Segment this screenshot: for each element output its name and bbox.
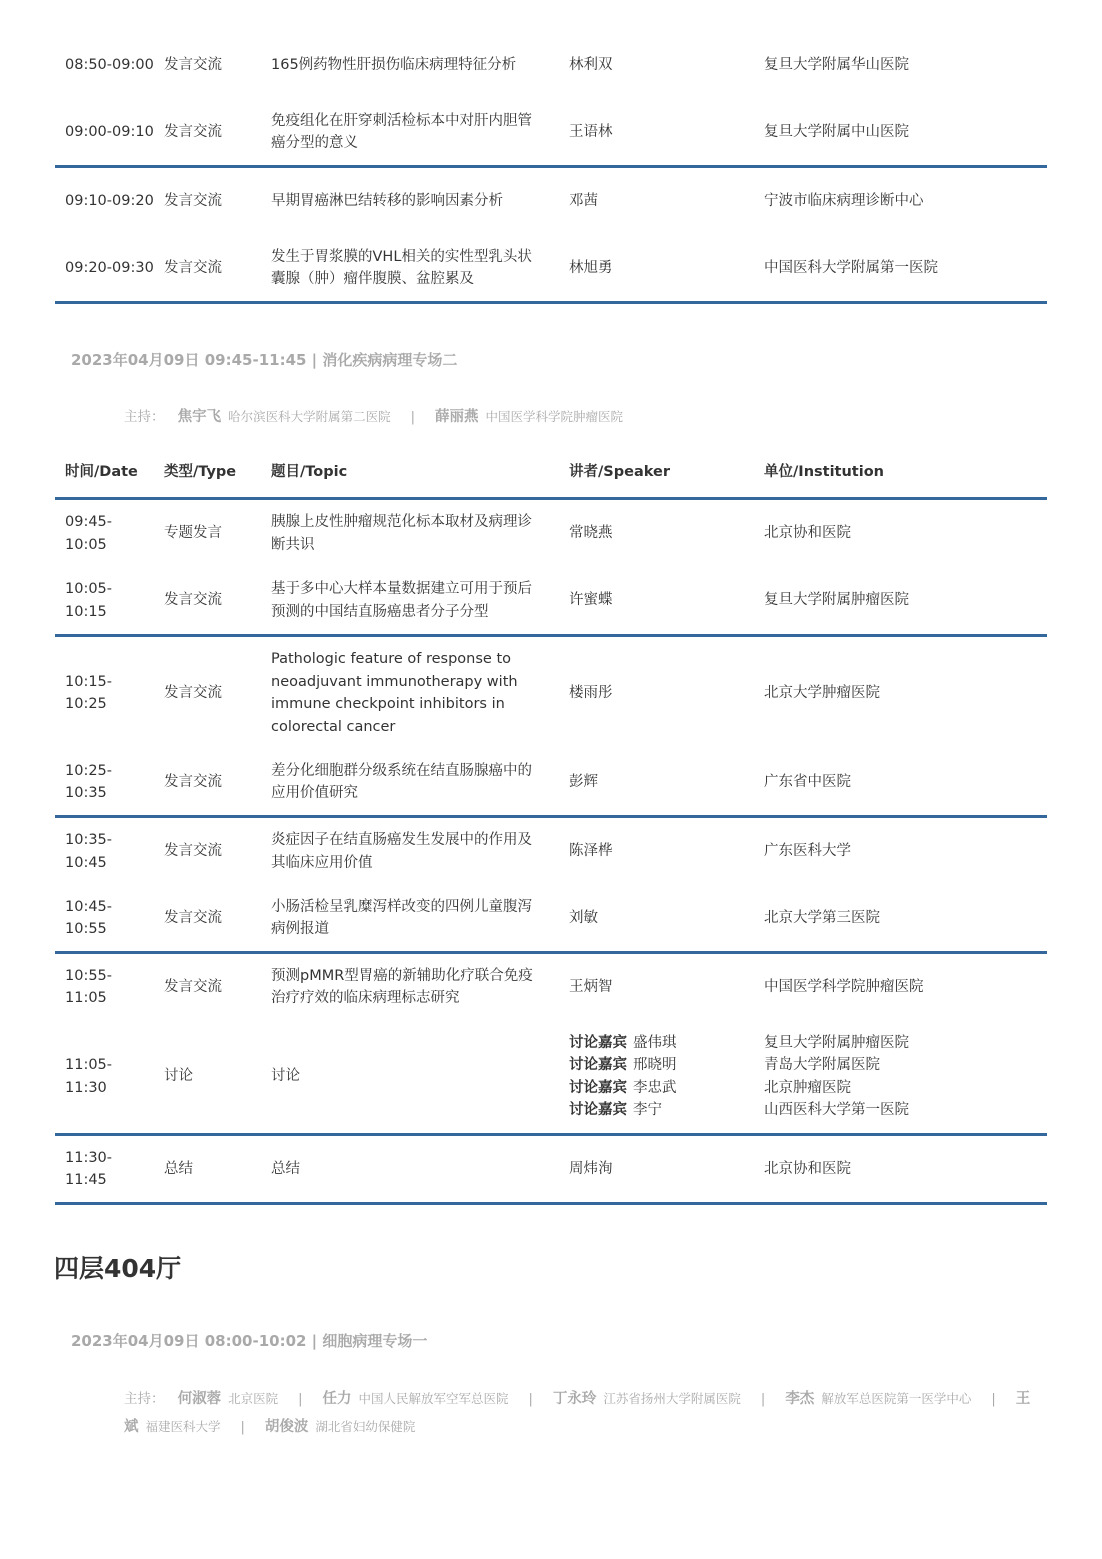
host-name: 薛丽燕 [435,409,479,425]
table-row [55,954,1047,1020]
institution-cell: 复旦大学附属华山医院 [764,57,909,74]
speaker-cell: 常晓燕 [569,525,613,542]
host-institution: 福建医科大学 [145,1419,221,1434]
speaker-cell: 邓茜 [569,193,598,210]
time-cell: 09:10- 09:20 [65,193,154,210]
time-cell: 09:00- 09:10 [65,123,154,140]
host-name: 任力 [322,1391,352,1407]
separator: | [991,1392,996,1407]
header-institution: 单位/Institution [764,464,884,481]
type-cell: 发言交流 [164,909,222,926]
type-cell: 讨论 [164,1068,193,1085]
host-name: 丁永玲 [552,1391,597,1407]
type-cell: 发言交流 [164,843,222,860]
guest-line: 讨论嘉宾 邢晓明 [569,1057,677,1073]
time-cell: 10:15- 10:25 [65,673,113,712]
type-cell: 专题发言 [164,525,222,542]
hosts-line [124,403,1034,431]
row-divider [55,1202,1047,1205]
table-row [55,235,1047,301]
institution-cell: 广东医科大学 [764,843,851,860]
topic-cell: 讨论 [271,1068,300,1085]
institution-cell: 复旦大学附属中山医院 [764,123,909,140]
header-type: 类型/Type [164,464,237,481]
topic-cell: 胰腺上皮性肿瘤规范化标本取材及病理诊 断共识 [271,514,532,553]
separator: | [528,1392,533,1407]
host-institution: 北京医院 [228,1391,279,1406]
separator: | [760,1392,766,1407]
institution-cell: 北京协和医院 [764,525,851,542]
time-cell: 08:50- 09:00 [65,57,154,74]
discussion-guests [569,1020,754,1133]
table-row [55,500,1047,567]
session-title: 2023年04月09日 09:45-11:45 | 消化疾病病理专场二 [71,351,458,369]
type-cell: 发言交流 [164,259,222,276]
institution-cell: 北京大学肿瘤医院 [764,684,880,701]
type-cell: 发言交流 [164,978,222,995]
host-institution: 哈尔滨医科大学附属第二医院 [228,409,391,424]
hosts-line [124,1385,1034,1441]
table-row [55,168,1047,235]
guest-line: 讨论嘉宾 盛伟琪 [569,1034,677,1051]
table-row [55,637,1047,749]
host-institution: 中国医学科学院肿瘤医院 [485,409,624,424]
table-row [55,567,1047,634]
type-cell: 发言交流 [164,773,222,790]
guest-institution: 复旦大学附属肿瘤医院 [764,1034,909,1051]
schedule-session2 [55,448,1047,1205]
time-cell: 11:05- 11:30 [65,1057,113,1096]
topic-cell: Pathologic feature of response to neoadjuvant immunotherapy with immune checkpoint inhibitors in colorectal cancer [271,651,518,735]
time-cell: 09:20- 09:30 [65,259,154,276]
host-label: 主持： [124,1391,165,1407]
type-cell: 发言交流 [164,684,222,701]
topic-cell: 基于多中心大样本量数据建立可用于预后 预测的中国结直肠癌患者分子分型 [271,581,532,620]
speaker-cell: 周炜洵 [569,1160,613,1177]
session-title: 2023年04月09日 08:00-10:02 | 细胞病理专场一 [71,1332,428,1350]
guest-line: 讨论嘉宾 李宁 [569,1102,662,1118]
type-cell: 发言交流 [164,193,222,210]
type-cell: 发言交流 [164,592,222,609]
host-institution: 解放军总医院第一医学中心 [821,1391,972,1406]
guest-institution: 青岛大学附属医院 [764,1057,880,1073]
topic-cell: 炎症因子在结直肠癌发生发展中的作用及 其临床应用价值 [271,832,532,871]
host-institution: 中国人民解放军空军总医院 [358,1391,509,1406]
time-cell: 11:30- 11:45 [65,1149,113,1188]
row-divider [55,301,1047,304]
topic-cell: 总结 [271,1160,300,1177]
institution-cell: 中国医科大学附属第一医院 [764,259,938,276]
time-cell: 10:55- 11:05 [65,967,113,1006]
institution-cell: 复旦大学附属肿瘤医院 [764,592,909,609]
host-name: 李杰 [785,1391,815,1407]
separator: | [240,1420,245,1435]
host-name: 王斌 [124,1391,1031,1435]
topic-cell: 早期胃癌淋巴结转移的影响因素分析 [271,193,503,210]
speaker-cell: 彭辉 [569,773,598,790]
institution-cell: 中国医学科学院肿瘤医院 [764,978,924,995]
topic-cell: 免疫组化在肝穿刺活检标本中对肝内胆管 癌分型的意义 [271,112,532,151]
host-institution: 江苏省扬州大学附属医院 [603,1391,741,1406]
topic-cell: 差分化细胞群分级系统在结直肠腺癌中的 应用价值研究 [271,762,532,801]
time-cell: 10:25- 10:35 [65,762,113,801]
discussion-row [55,1020,1047,1133]
host-name: 焦宇飞 [177,409,222,425]
time-cell: 10:05- 10:15 [65,581,113,620]
table-row [55,749,1047,815]
table-header [55,448,1047,497]
speaker-cell: 陈泽桦 [569,843,613,860]
speaker-cell: 王炳智 [569,978,613,995]
host-name: 何淑蓉 [177,1391,222,1407]
table-row [55,818,1047,885]
topic-cell: 预测pMMR型胃癌的新辅助化疗联合免疫 治疗疗效的临床病理标志研究 [271,967,533,1006]
topic-cell: 发生于胃浆膜的VHL相关的实性型乳头状 囊腺（肿）瘤伴腹膜、盆腔累及 [271,248,532,287]
speaker-cell: 刘敏 [569,909,598,926]
institution-cell: 宁波市临床病理诊断中心 [764,193,924,210]
speaker-cell: 王语林 [569,123,613,140]
header-topic: 题目/Topic [271,464,348,481]
speaker-cell: 楼雨彤 [569,684,613,701]
schedule-top [55,32,1047,304]
speaker-cell: 林利双 [569,57,613,74]
host-name: 胡俊波 [264,1419,309,1435]
separator: | [298,1392,303,1407]
type-cell: 发言交流 [164,57,222,74]
time-cell: 10:35- 10:45 [65,832,113,871]
table-row [55,885,1047,951]
host-institution: 湖北省妇幼保健院 [315,1419,416,1434]
separator: | [410,410,415,425]
speaker-cell: 许蜜蝶 [569,592,613,609]
discussion-institutions [764,1020,1044,1133]
host-label: 主持： [124,409,165,425]
guest-institution: 北京肿瘤医院 [764,1079,851,1096]
topic-cell: 小肠活检呈乳糜泻样改变的四例儿童腹泻 病例报道 [271,898,532,937]
time-cell: 09:45- 10:05 [65,514,113,553]
type-cell: 总结 [164,1160,193,1177]
institution-cell: 北京协和医院 [764,1160,851,1177]
time-cell: 10:45- 10:55 [65,898,113,937]
guest-institution: 山西医科大学第一医院 [764,1102,909,1118]
institution-cell: 北京大学第三医院 [764,909,880,926]
type-cell: 发言交流 [164,123,222,140]
table-row [55,99,1047,165]
header-speaker: 讲者/Speaker [569,464,670,481]
speaker-cell: 林旭勇 [569,259,613,276]
header-time: 时间/Date [65,464,138,481]
topic-cell: 165例药物性肝损伤临床病理特征分析 [271,57,517,74]
table-row [55,32,1047,99]
guest-line: 讨论嘉宾 李忠武 [569,1079,677,1096]
institution-cell: 广东省中医院 [764,773,851,790]
summary-row [55,1136,1047,1202]
room-title: 四层404厅 [54,1254,182,1283]
